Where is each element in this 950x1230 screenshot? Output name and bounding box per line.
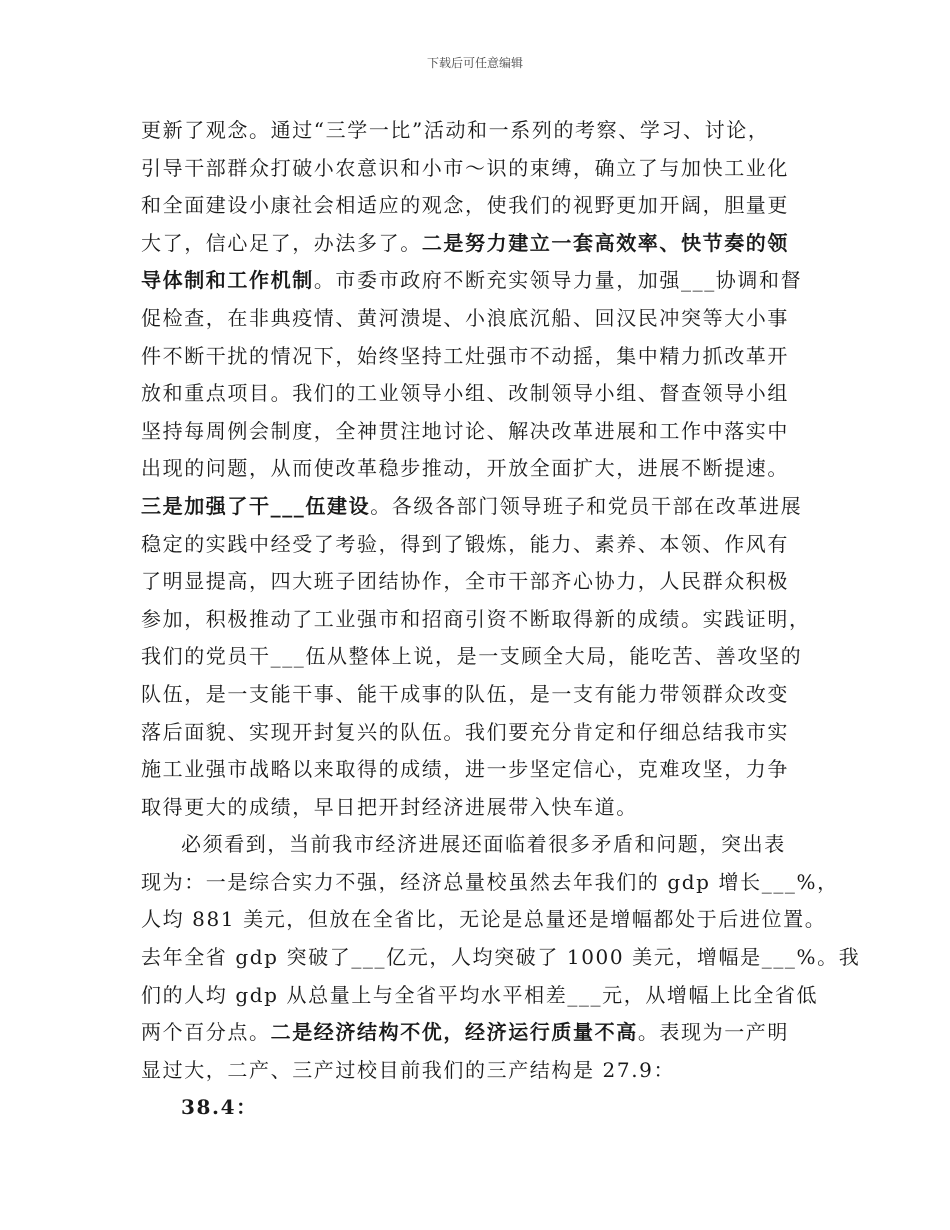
- text-line: [141, 676, 813, 714]
- text-line: [141, 1089, 813, 1127]
- text-segment: 我们的党员干___伍从整体上说，是一支顾全大局，能吃苦、善攻坚的: [141, 644, 803, 669]
- text-line: [141, 789, 813, 827]
- text-line: [141, 375, 813, 413]
- text-segment: 大了，信心足了，办法多了。: [141, 230, 422, 255]
- text-line: [141, 638, 813, 676]
- text-segment: 落后面貌、实现开封复兴的队伍。我们要充分肯定和仔细总结我市实: [141, 719, 789, 744]
- text-line: [141, 901, 827, 939]
- text-segment: 参加，积极推动了工业强市和招商引资不断取得新的成绩。实践证明，: [141, 606, 811, 631]
- text-line: [141, 300, 813, 338]
- text-line: [141, 526, 813, 564]
- text-segment: 促检查，在非典疫情、黄河溃堤、小浪底沉船、回汉民冲突等大小事: [141, 305, 789, 330]
- text-line: [141, 262, 813, 300]
- bold-text-segment: 38.4：: [181, 1095, 258, 1120]
- text-segment: 坚持每周例会制度，全神贯注地讨论、解决改革进展和工作中落实中: [141, 418, 789, 443]
- text-segment: 两个百分点。: [141, 1020, 271, 1045]
- bold-text-segment: 三是加强了干___伍建设: [141, 493, 371, 518]
- text-segment: 去年全省 gdp 突破了___亿元，人均突破了 1000 美元，增幅是___%。我: [141, 945, 861, 970]
- page-header: 下载后可任意编辑: [426, 56, 523, 70]
- text-segment: 现为：一是综合实力不强，经济总量校虽然去年我们的 gdp 增长___%，: [141, 869, 839, 894]
- text-segment: 必须看到，当前我市经济进展还面临着很多矛盾和问题，突出表: [181, 832, 786, 857]
- text-line: [141, 150, 813, 188]
- text-segment: 和全面建设小康社会相适应的观念，使我们的视野更加开阔，胆量更: [141, 193, 789, 218]
- text-segment: 件不断干扰的情况下，始终坚持工灶强市不动摇，集中精力抓改革开: [141, 343, 789, 368]
- text-line: [141, 864, 839, 902]
- text-segment: 们的人均 gdp 从总量上与全省平均水平相差___元，从增幅上比全省低: [141, 982, 819, 1007]
- text-segment: 。市委市政府不断充实领导力量，加强___协调和督: [313, 268, 803, 293]
- text-line: [141, 413, 813, 451]
- text-line: [141, 1014, 813, 1052]
- text-segment: 施工业强市战略以来取得的成绩，进一步坚定信心，克难攻坚，力争: [141, 757, 789, 782]
- text-line: [141, 187, 813, 225]
- text-line: [141, 1052, 813, 1090]
- text-segment: 引导干部群众打破小农意识和小市～识的束缚，确立了与加快工业化: [141, 155, 789, 180]
- text-line: [141, 714, 813, 752]
- text-segment: 稳定的实践中经受了考验，得到了锻炼，能力、素养、本领、作风有: [141, 531, 789, 556]
- text-segment: 取得更大的成绩，早日把开封经济进展带入快车道。: [141, 794, 638, 819]
- text-line: [141, 939, 861, 977]
- text-segment: 放和重点项目。我们的工业领导小组、改制领导小组、督查领导小组: [141, 381, 789, 406]
- text-line: [141, 601, 813, 639]
- bold-text-segment: 二是努力建立一套高效率、快节奏的领: [421, 230, 790, 255]
- text-line: [141, 826, 813, 864]
- text-segment: 人均 881 美元，但放在全省比，无论是总量还是增幅都处于后进位置。: [141, 907, 827, 932]
- text-line: [141, 488, 813, 526]
- text-segment: 队伍，是一支能干事、能干成事的队伍，是一支有能力带领群众改变: [141, 681, 789, 706]
- text-segment: 了明显提高，四大班子团结协作，全市干部齐心协力，人民群众积极: [141, 569, 789, 594]
- text-segment: 显过大，二产、三产过校目前我们的三产结构是 27.9：: [141, 1057, 676, 1082]
- text-line: [141, 225, 813, 263]
- text-segment: 出现的问题，从而使改革稳步推动，开放全面扩大，进展不断提速。: [141, 456, 789, 481]
- text-segment: 。表现为一产明: [637, 1020, 790, 1045]
- text-line: [141, 751, 813, 789]
- text-line: [141, 112, 813, 150]
- bold-text-segment: 导体制和工作机制: [141, 268, 314, 293]
- text-line: [141, 450, 813, 488]
- text-line: [141, 563, 813, 601]
- bold-text-segment: 二是经济结构不优，经济运行质量不高: [270, 1020, 638, 1045]
- text-line: [141, 338, 813, 376]
- text-segment: 。各级各部门领导班子和党员干部在改革进展: [370, 493, 803, 518]
- text-line: [141, 977, 819, 1015]
- document-body: [141, 112, 861, 1127]
- text-segment: 更新了观念。通过“三学一比”活动和一系列的考察、学习、讨论，: [141, 118, 770, 142]
